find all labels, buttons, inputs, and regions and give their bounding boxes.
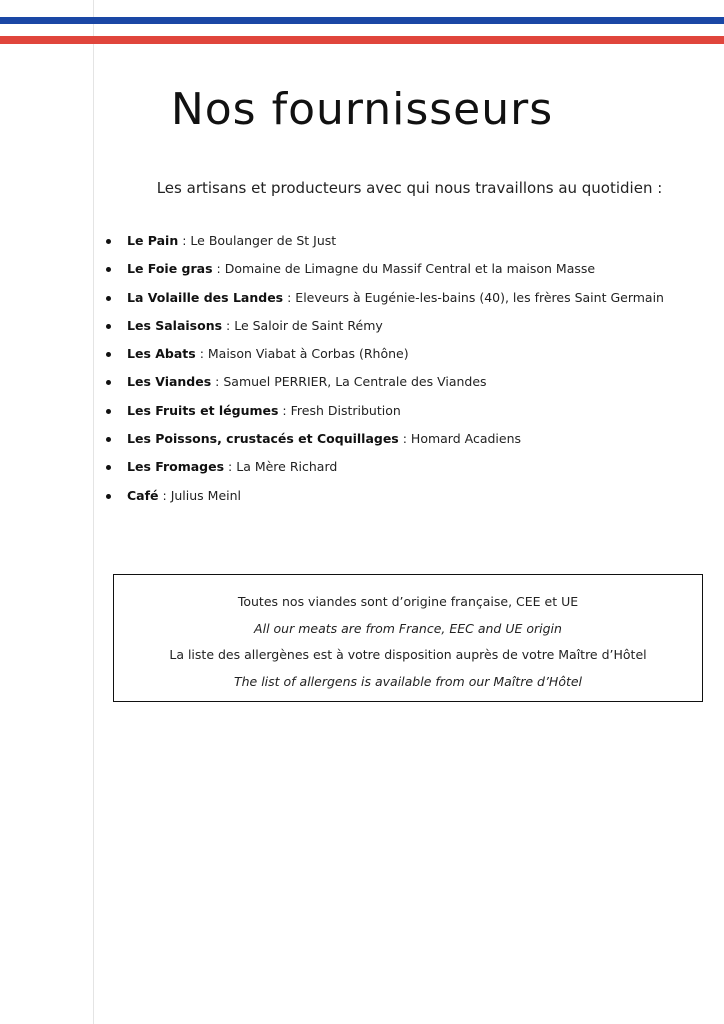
supplier-separator: : bbox=[278, 402, 291, 418]
supplier-item-3 bbox=[104, 286, 714, 314]
supplier-category: Le Pain bbox=[127, 233, 179, 248]
supplier-name: Maison Viabat à Corbas (Rhône) bbox=[207, 346, 409, 362]
supplier-item-5 bbox=[104, 342, 714, 370]
supplier-separator: : bbox=[158, 487, 171, 503]
supplier-list bbox=[104, 229, 714, 512]
notice-origin-fr: Toutes nos viandes sont d’origine française, CEE et UE bbox=[237, 594, 579, 609]
supplier-name: Domaine de Limagne du Massif Central et la maison Masse bbox=[224, 261, 596, 277]
supplier-category: Les Abats bbox=[127, 346, 196, 362]
page-margin-line bbox=[93, 0, 94, 1024]
supplier-separator: : bbox=[178, 233, 191, 248]
bullet-icon bbox=[106, 324, 111, 329]
supplier-separator: : bbox=[283, 289, 296, 305]
bullet-icon bbox=[106, 296, 111, 301]
supplier-name: Julius Meinl bbox=[170, 487, 242, 503]
notice-origin-en: All our meats are from France, EEC and UE origin bbox=[254, 620, 562, 636]
bullet-icon bbox=[106, 465, 111, 470]
supplier-name: Eleveurs à Eugénie-les-bains (40), les frères Saint Germain bbox=[295, 289, 664, 305]
bullet-icon bbox=[106, 494, 111, 499]
supplier-category: Les Poissons, crustacés et Coquillages bbox=[127, 431, 399, 447]
supplier-item-6 bbox=[104, 370, 714, 398]
supplier-name: Homard Acadiens bbox=[410, 431, 522, 447]
supplier-separator: : bbox=[212, 261, 225, 277]
supplier-category: Les Fruits et légumes bbox=[127, 402, 279, 418]
supplier-name: Le Saloir de Saint Rémy bbox=[234, 317, 383, 333]
supplier-category: Les Fromages bbox=[127, 459, 225, 475]
supplier-category: La Volaille des Landes bbox=[127, 289, 284, 305]
supplier-separator: : bbox=[398, 431, 411, 447]
page-subtitle: Les artisans et producteurs avec qui nous travaillons au quotidien : bbox=[156, 179, 663, 197]
supplier-category: Les Salaisons bbox=[127, 317, 223, 333]
supplier-category: Les Viandes bbox=[127, 374, 212, 390]
bullet-icon bbox=[106, 380, 111, 385]
supplier-name: Samuel PERRIER, La Centrale des Viandes bbox=[223, 374, 487, 390]
notice-allergens-en: The list of allergens is available from our Maître d’Hôtel bbox=[233, 674, 583, 690]
notice-box bbox=[113, 574, 703, 702]
bullet-icon bbox=[106, 352, 111, 357]
supplier-category: Café bbox=[127, 487, 159, 503]
supplier-item-10 bbox=[104, 484, 714, 512]
supplier-item-7 bbox=[104, 399, 714, 427]
supplier-category: Le Foie gras bbox=[127, 261, 213, 277]
supplier-separator: : bbox=[211, 374, 224, 390]
bullet-icon bbox=[106, 409, 111, 414]
supplier-item-4 bbox=[104, 314, 714, 342]
bullet-icon bbox=[106, 437, 111, 442]
supplier-name: Le Boulanger de St Just bbox=[190, 233, 337, 248]
supplier-item-2 bbox=[104, 257, 714, 285]
supplier-separator: : bbox=[222, 317, 235, 333]
supplier-item-1 bbox=[104, 229, 714, 257]
flag-stripe-red bbox=[0, 36, 724, 44]
supplier-separator: : bbox=[195, 346, 208, 362]
supplier-name: Fresh Distribution bbox=[290, 402, 401, 418]
bullet-icon bbox=[106, 239, 111, 244]
supplier-separator: : bbox=[224, 459, 237, 475]
supplier-item-8 bbox=[104, 427, 714, 455]
page-title: Nos fournisseurs bbox=[170, 84, 554, 135]
bullet-icon bbox=[106, 267, 111, 272]
supplier-item-9 bbox=[104, 455, 714, 483]
supplier-name: La Mère Richard bbox=[236, 459, 338, 475]
notice-allergens-fr: La liste des allergènes est à votre disposition auprès de votre Maître d’Hôtel bbox=[169, 647, 647, 663]
flag-stripe-blue bbox=[0, 17, 724, 24]
